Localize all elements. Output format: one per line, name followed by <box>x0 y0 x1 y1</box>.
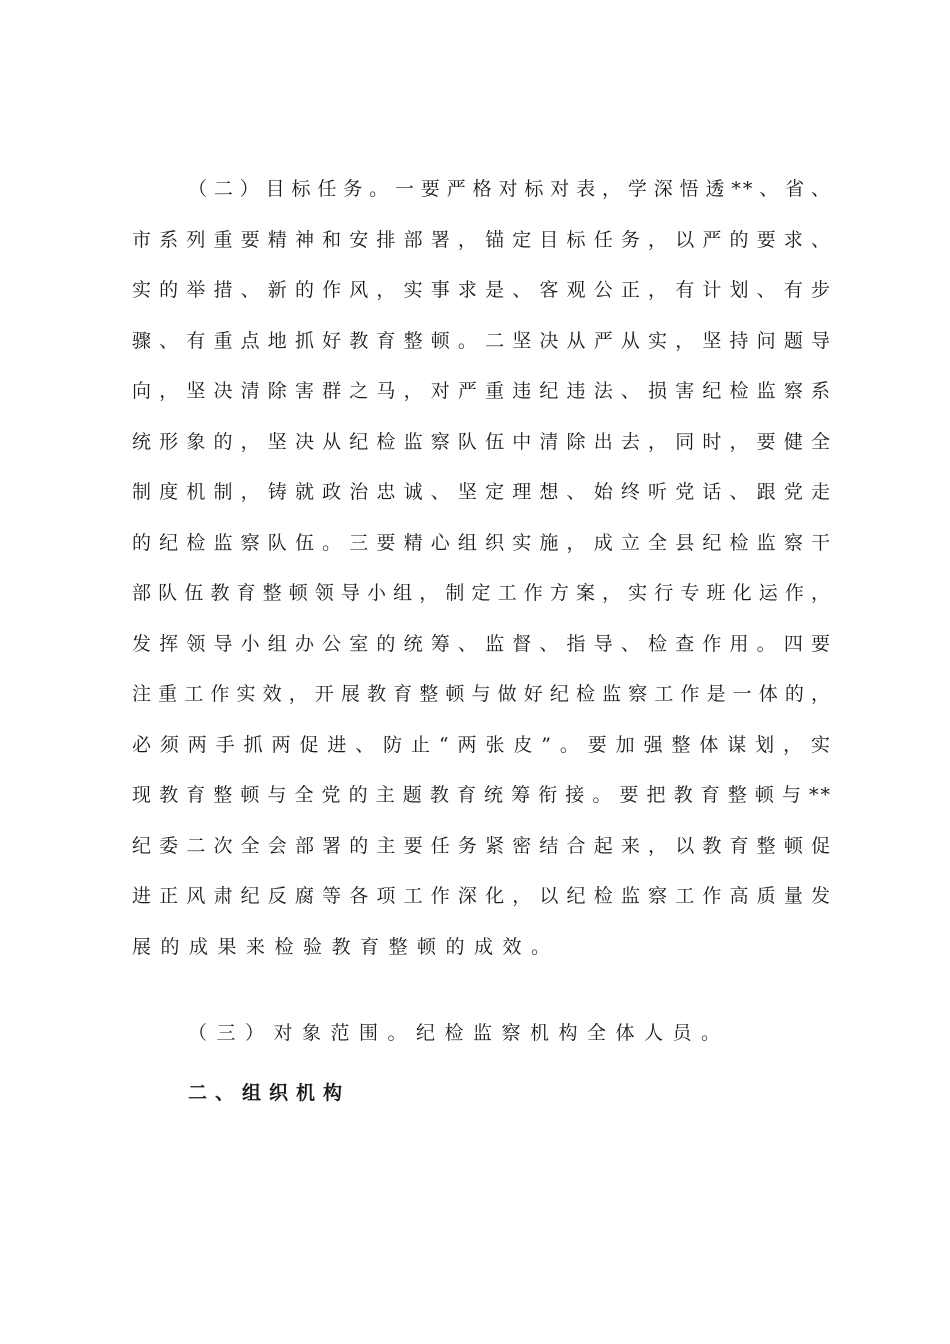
paragraph-line: 纪委二次全会部署的主要任务紧密结合起来，以教育整顿促 <box>132 834 832 857</box>
paragraph-line: 发挥领导小组办公室的统筹、监督、指导、检查作用。四要 <box>132 632 832 655</box>
paragraph-line: 统形象的，坚决从纪检监察队伍中清除出去，同时，要健全 <box>132 430 832 453</box>
paragraph-line: 部队伍教育整顿领导小组，制定工作方案，实行专班化运作， <box>132 582 832 604</box>
paragraph-line: 注重工作实效，开展教育整顿与做好纪检监察工作是一体的， <box>132 683 832 705</box>
paragraph-line: 向，坚决清除害群之马，对严重违纪违法、损害纪检监察系 <box>132 380 832 402</box>
paragraph-line: 市系列重要精神和安排部署，锚定目标任务，以严的要求、 <box>132 228 832 251</box>
paragraph-line: （二）目标任务。一要严格对标对表，学深悟透**、省、 <box>188 178 832 200</box>
paragraph-line: 展的成果来检验教育整顿的成效。 <box>132 935 560 958</box>
paragraph-line: 进正风肃纪反腐等各项工作深化，以纪检监察工作高质量发 <box>132 885 832 907</box>
section-heading-organization: 二、组织机构 <box>188 1082 351 1104</box>
paragraph-line: 制度机制，铸就政治忠诚、坚定理想、始终听党话、跟党走 <box>132 481 832 503</box>
paragraph-line: 实的举措、新的作风，实事求是、客观公正，有计划、有步 <box>132 279 832 301</box>
paragraph-line: 必须两手抓两促进、防止“两张皮”。要加强整体谋划，实 <box>132 733 832 756</box>
paragraph-line: 的纪检监察队伍。三要精心组织实施，成立全县纪检监察干 <box>132 531 832 554</box>
paragraph-line: 骤、有重点地抓好教育整顿。二坚决从严从实，坚持问题导 <box>132 329 832 352</box>
section-target-paragraph <box>132 164 832 972</box>
section-scope-paragraph: （三）对象范围。纪检监察机构全体人员。 <box>188 1022 730 1044</box>
paragraph-line: 现教育整顿与全党的主题教育统筹衔接。要把教育整顿与** <box>132 784 832 806</box>
